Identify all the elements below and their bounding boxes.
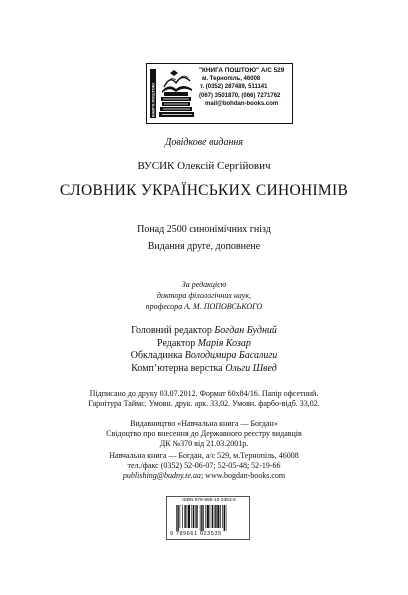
- stamp-text: [199, 67, 291, 108]
- barcode-digits: 9 789661 023535: [170, 531, 222, 537]
- staff-line-layout: [0, 363, 408, 376]
- staff-name: Марія Козар: [197, 337, 251, 349]
- address-info: [0, 451, 408, 481]
- editor-block: [0, 279, 408, 312]
- publisher-line2: Свідоцтво про внесення до Державного реєстру видавців: [106, 429, 302, 438]
- staff-line-editor: [0, 338, 408, 351]
- print-info-line2: Гарнітура Таймс. Умовн. друк. арк. 33,02. Умовн. фарбо-відб. 33,02.: [88, 399, 320, 408]
- editor-line2: доктора філологічних наук,: [156, 291, 252, 300]
- subtitle-entries: Понад 2500 синонімічних гнізд: [137, 224, 271, 235]
- isbn-label: ISBN 978-966-10-2353-5: [182, 498, 236, 503]
- bookshop-stamp: [146, 63, 293, 124]
- svg-text:КНИГИ ПОШТОЮ: КНИГИ ПОШТОЮ: [150, 82, 156, 117]
- staff-list: [0, 325, 408, 375]
- book-title: СЛОВНИК УКРАЇНСЬКИХ СИНОНІМІВ: [59, 182, 349, 199]
- barcode-icon: [176, 505, 244, 531]
- stamp-phone1: т. (0352) 287489, 511141: [200, 84, 268, 91]
- staff-role: Редактор: [157, 337, 196, 349]
- editor-line1: За редакцією: [181, 280, 227, 289]
- stamp-phone2: (067) 3501870, (066) 7271762: [199, 92, 281, 99]
- staff-line-cover: [0, 350, 408, 363]
- address-email[interactable]: publishing@budny.te.ua: [122, 471, 201, 480]
- isbn-barcode-box: [166, 496, 250, 540]
- stamp-city: м. Тернопіль, 46008: [202, 76, 261, 83]
- address-line3: publishing@budny.te.ua; www.bogdan-books.com: [122, 471, 286, 480]
- staff-role: Головний редактор: [131, 325, 212, 336]
- staff-name: Ольги Швед: [225, 362, 277, 374]
- publisher-info: [0, 419, 408, 449]
- address-website[interactable]: www.bogdan-books.com: [205, 471, 286, 480]
- reference-label: Довідкове видання: [164, 137, 244, 148]
- stacked-books-logo-icon: [150, 67, 196, 120]
- publisher-line1: Видавництво «Навчальна книга — Богдан»: [130, 419, 278, 428]
- staff-name: Володимира Басалиги: [184, 350, 278, 361]
- address-line2: тел./факс (0352) 52-06-07; 52-05-48; 52-19-66: [127, 461, 281, 470]
- editor-line3: професора А. М. ПОПОВСЬКОГО: [145, 302, 263, 311]
- staff-role: Обкладинка: [130, 350, 183, 361]
- print-info-line1: Підписано до друку 03.07.2012. Формат 60х84/16. Папір офсетний.: [89, 389, 319, 398]
- staff-name: Богдан Будний: [214, 325, 277, 336]
- address-line1: Навчальна книга — Богдан, а/с 529, м.Тернопіль, 46008: [109, 451, 299, 460]
- author-name: ВУСИК Олексій Сергійович: [137, 160, 271, 172]
- stamp-email: mail@bohdan-books.com: [205, 100, 279, 107]
- staff-line-chief-editor: [0, 325, 408, 338]
- print-info: [0, 389, 408, 409]
- stamp-shop-name: "КНИГА ПОШТОЮ" А/С 529: [199, 67, 285, 74]
- subtitle-edition: Видання друге, доповнене: [147, 241, 261, 252]
- staff-role: Комп’ютерна верстка: [131, 362, 223, 374]
- publisher-line3: ДК №370 від 21.03.2001р.: [159, 439, 249, 448]
